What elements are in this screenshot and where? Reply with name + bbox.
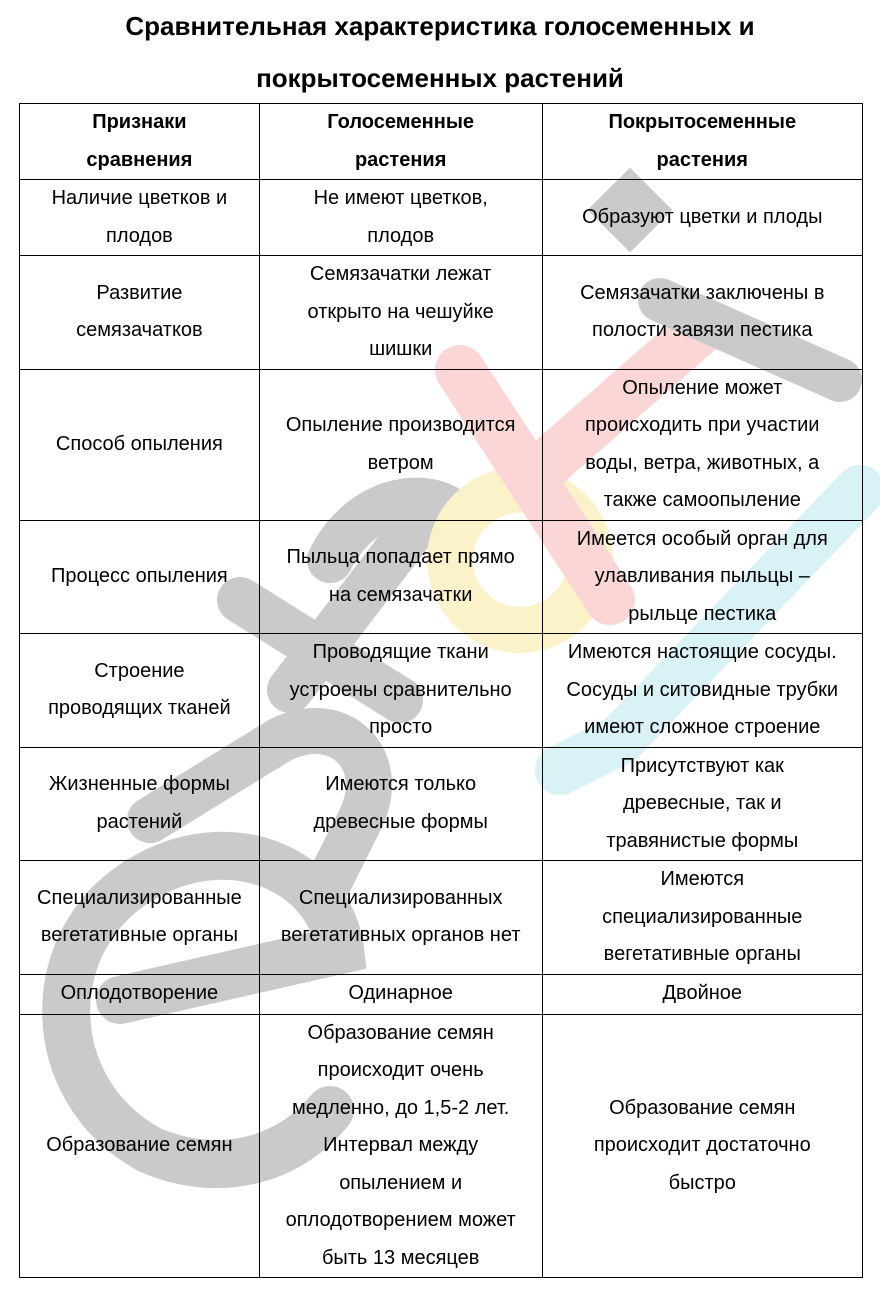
cell-text: Имеются настоящие сосуды. [567, 641, 837, 663]
cell-text: Образование семян [307, 1021, 494, 1044]
cell-text: Процесс опыления [51, 565, 228, 587]
cell-text: плодов [105, 224, 173, 247]
header-cell [20, 104, 260, 180]
gymnosperm-cell [259, 256, 542, 370]
cell-text: проводящих тканей [48, 697, 231, 720]
cell-text: Оплодотворение [60, 982, 219, 1005]
criterion-cell [20, 634, 260, 748]
criterion-cell [20, 974, 260, 1014]
criterion-cell [20, 369, 260, 520]
angiosperm-cell [542, 1014, 862, 1278]
table-row [20, 520, 863, 634]
cell-text: происходит достаточно [593, 1134, 811, 1156]
page-title-line-2: покрытосеменных растений [256, 63, 624, 93]
criterion-cell [20, 180, 260, 256]
cell-text: устроены сравнительно [289, 678, 512, 701]
angiosperm-cell [542, 256, 862, 370]
cell-text: рыльце пестика [628, 602, 777, 625]
cell-text: шишки [369, 338, 433, 360]
cell-text: Образование семян [46, 1134, 233, 1156]
cell-text: Опыление производится [285, 414, 516, 436]
table-row [20, 747, 863, 861]
gymnosperm-cell [259, 861, 542, 975]
cell-text: вегетативные органы [603, 943, 801, 965]
header-cell [259, 104, 542, 180]
criterion-cell [20, 1014, 260, 1278]
cell-text: вегетативные органы [40, 924, 238, 947]
cell-text: быстро [668, 1171, 736, 1194]
cell-text: древесные, так и [622, 792, 782, 814]
cell-text: растений [96, 810, 183, 833]
cell-text: Интервал между [323, 1134, 479, 1156]
table-row [20, 180, 863, 256]
cell-text: Не имеют цветков, [313, 187, 488, 209]
cell-text: оплодотворением может [285, 1209, 516, 1231]
cell-text: просто [369, 716, 433, 738]
cell-text: Способ опыления [55, 432, 223, 455]
header-cell-text: растения [354, 148, 447, 171]
criterion-cell [20, 520, 260, 634]
cell-text: Специализированные [37, 886, 242, 909]
table-row [20, 861, 863, 975]
gymnosperm-cell [259, 180, 542, 256]
cell-text: травянистые формы [606, 829, 799, 852]
header-cell-text: сравнения [86, 148, 193, 171]
table-header-row [20, 104, 863, 180]
header-cell-text: растения [656, 148, 748, 171]
angiosperm-cell [542, 634, 862, 748]
cell-text: Семязачатки лежат [309, 263, 492, 285]
header-cell-text: Покрытосеменные [608, 111, 797, 133]
cell-text: Имеется особый орган для [576, 527, 828, 550]
gymnosperm-cell [259, 634, 542, 748]
cell-text: Имеются только [325, 773, 477, 796]
table-row [20, 1014, 863, 1278]
comparison-table [19, 103, 863, 1278]
header-cell [542, 104, 862, 180]
gymnosperm-cell [259, 520, 542, 634]
cell-text: происходит очень [317, 1059, 484, 1081]
cell-text: Одинарное [348, 982, 453, 1005]
page-title-line-1: Сравнительная характеристика голосеменных и [125, 11, 755, 41]
cell-text: Проводящие ткани [312, 641, 489, 663]
gymnosperm-cell [259, 747, 542, 861]
cell-text: плодов [367, 224, 435, 247]
table-row [20, 974, 863, 1014]
cell-text: быть 13 месяцев [321, 1246, 480, 1269]
gymnosperm-cell [259, 369, 542, 520]
cell-text: также самоопыление [603, 489, 801, 511]
cell-text: имеют сложное строение [584, 716, 821, 738]
cell-text: вегетативных органов нет [280, 924, 521, 947]
table-row [20, 634, 863, 748]
angiosperm-cell [542, 180, 862, 256]
cell-text: медленно, до 1,5-2 лет. [291, 1096, 510, 1119]
cell-text: Развитие [96, 281, 183, 304]
cell-text: Семязачатки заключены в [580, 281, 825, 304]
cell-text: улавливания пыльцы – [594, 565, 810, 587]
cell-text: Сосуды и ситовидные трубки [566, 678, 839, 701]
criterion-cell [20, 256, 260, 370]
criterion-cell [20, 861, 260, 975]
cell-text: Жизненные формы [48, 773, 230, 796]
cell-text: полости завязи пестика [592, 319, 813, 342]
header-cell-text: Признаки [92, 111, 187, 133]
cell-text: Образуют цветки и плоды [582, 205, 823, 228]
table-row [20, 369, 863, 520]
cell-text: открыто на чешуйке [307, 300, 494, 323]
cell-text: Двойное [662, 982, 743, 1005]
table-row [20, 256, 863, 370]
cell-text: на семязачатки [328, 583, 473, 606]
angiosperm-cell [542, 369, 862, 520]
cell-text: Специализированных [298, 886, 503, 909]
cell-text: Строение [94, 659, 185, 682]
cell-text: Присутствуют как [620, 754, 784, 777]
cell-text: Пыльца попадает прямо [286, 546, 515, 569]
cell-text: древесные формы [313, 810, 488, 833]
cell-text: Опыление может [622, 376, 783, 399]
cell-text: Имеются [660, 868, 745, 890]
header-cell-text: Голосеменные [327, 111, 475, 133]
cell-text: специализированные [602, 905, 803, 928]
cell-text: семязачатков [76, 319, 203, 342]
criterion-cell [20, 747, 260, 861]
gymnosperm-cell [259, 1014, 542, 1278]
gymnosperm-cell [259, 974, 542, 1014]
cell-text: опылением и [339, 1171, 463, 1194]
angiosperm-cell [542, 520, 862, 634]
cell-text: Образование семян [609, 1096, 796, 1119]
angiosperm-cell [542, 747, 862, 861]
angiosperm-cell [542, 974, 862, 1014]
page-title [0, 0, 880, 104]
cell-text: Наличие цветков и [51, 187, 228, 209]
table-body [20, 180, 863, 1278]
cell-text: происходить при участии [585, 414, 820, 436]
cell-text: воды, ветра, животных, а [585, 451, 820, 474]
cell-text: ветром [367, 451, 434, 474]
angiosperm-cell [542, 861, 862, 975]
